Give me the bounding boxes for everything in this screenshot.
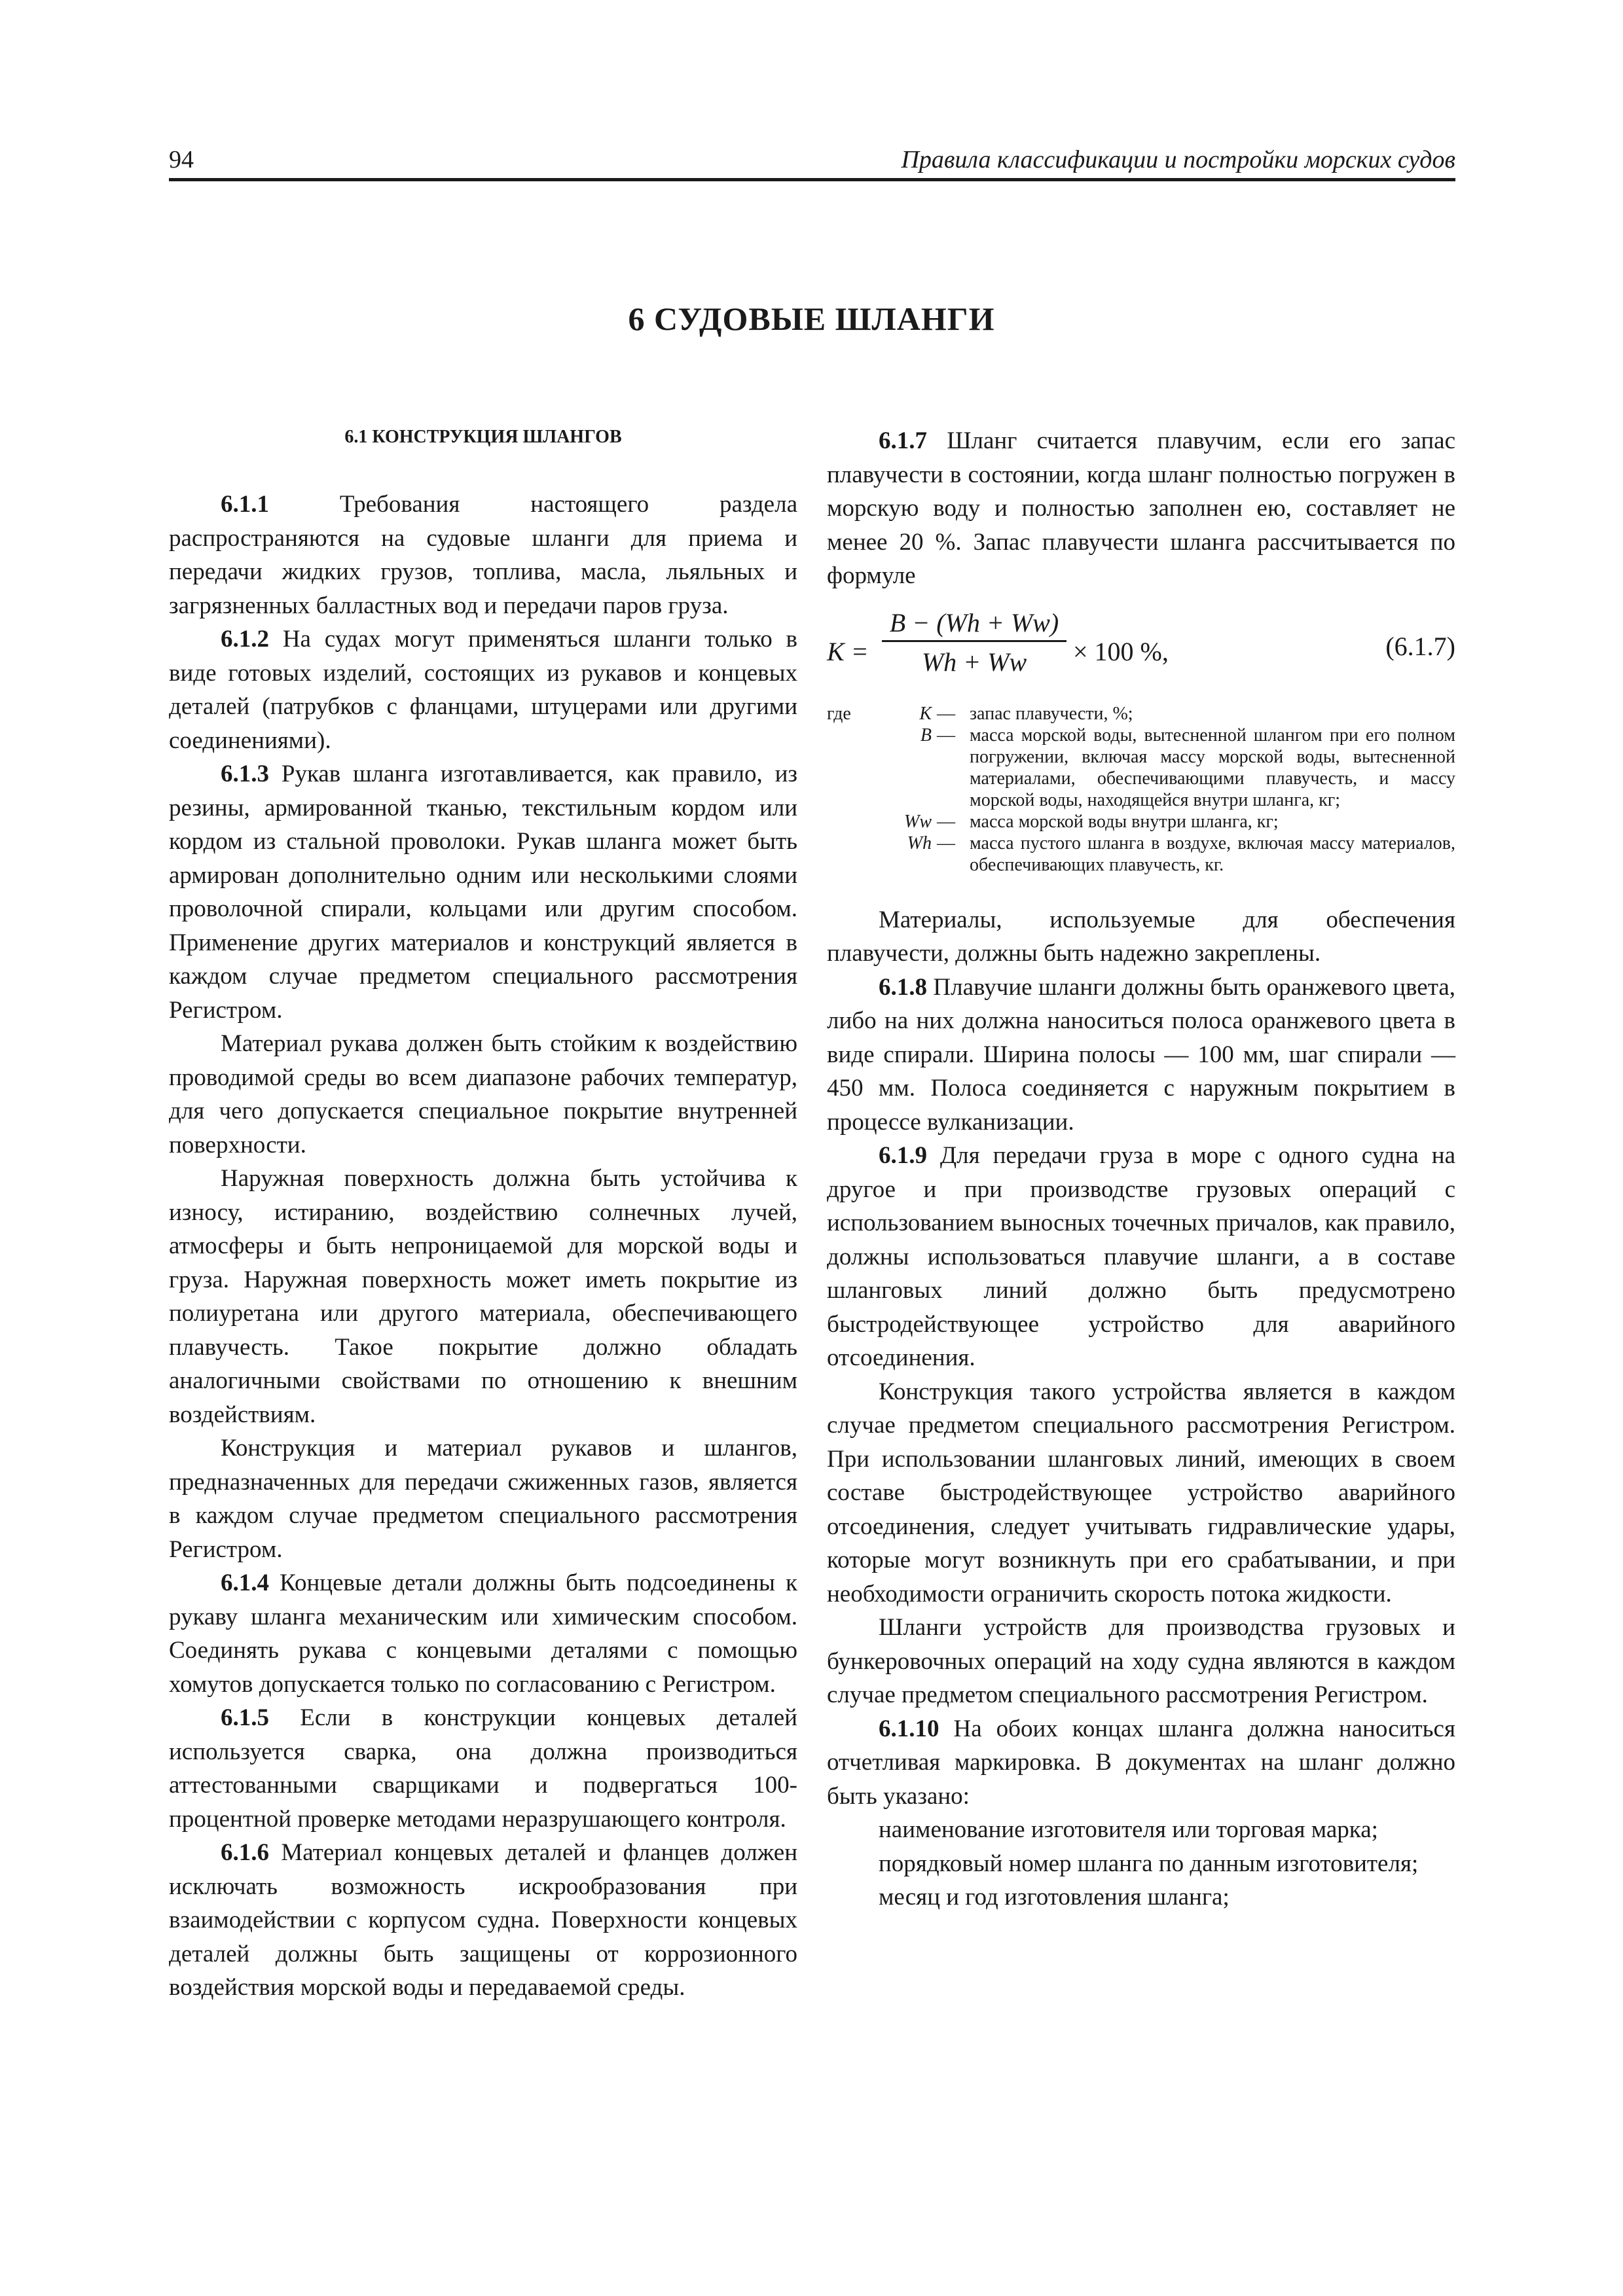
paragraph-number: 6.1.3 bbox=[221, 761, 269, 787]
formula-definitions bbox=[827, 703, 1455, 876]
paragraph-text: Рукав шланга изготавливается, как правило, из резины, армированной тканью, текстильным кордом или кордом из стальной проволоки. Рукав шланга может быть армирован дополнительно одним или несколькими слоями проволочной спирали, кольцами или другим способом. Применение других материалов и конструкций является в каждом случае предметом специального рассмотрения Регистром. bbox=[169, 761, 797, 1024]
paragraph-text: Материал концевых деталей и фланцев должен исключать возможность искрообразования при взаимодействии с корпусом судна. Поверхности концевых деталей должны быть защищены от коррозионного воздействия морской воды и передаваемой среды. bbox=[169, 1839, 797, 2001]
section-heading: 6.1 КОНСТРУКЦИЯ ШЛАНГОВ bbox=[344, 427, 622, 447]
chapter-title: 6 СУДОВЫЕ ШЛАНГИ bbox=[628, 300, 995, 337]
paragraph bbox=[827, 1712, 1455, 1814]
formula-numerator: B − (Wh + Ww) bbox=[889, 607, 1059, 637]
paragraph-text: Материалы, используемые для обеспечения плавучести, должны быть надежно закреплены. bbox=[827, 906, 1455, 967]
definition-row bbox=[827, 703, 1455, 725]
paragraph-number: 6.1.8 bbox=[879, 973, 927, 1001]
paragraph-number: 6.1.4 bbox=[221, 1570, 269, 1596]
right-column bbox=[827, 424, 1455, 1914]
definition-dash: — bbox=[937, 811, 955, 832]
paragraph bbox=[827, 1813, 1455, 1847]
definition-row bbox=[827, 725, 1455, 811]
paragraph bbox=[827, 903, 1455, 971]
definition-symbol: K bbox=[919, 703, 932, 724]
paragraph-number: 6.1.1 bbox=[221, 491, 269, 518]
definition-text: масса пустого шланга в воздухе, включая массу материалов, обеспечивающих плавучесть, кг. bbox=[970, 833, 1455, 875]
paragraph-6-1-7 bbox=[827, 424, 1455, 593]
fraction-bar bbox=[882, 640, 1067, 642]
definition-text: масса морской воды внутри шланга, кг; bbox=[970, 811, 1279, 832]
definition-where bbox=[827, 833, 873, 876]
paragraph-number: 6.1.2 bbox=[221, 626, 269, 653]
paragraph-text: На судах могут применяться шланги только в виде готовых изделий, состоящих из рукавов и концевых деталей (патрубков с фланцами, штуцерами или другими соединениями). bbox=[169, 626, 797, 754]
paragraph bbox=[169, 1162, 797, 1431]
paragraph-text: Конструкция такого устройства является в каждом случае предметом специального рассмотрения Регистром. При использовании шланговых линий, имеющих в своем составе быстродействующее устройство аварийного отсоединения, следует учитывать гидравлические удары, которые могут возникнуть при его срабатывании, и при необходимости ограничить скорость потока жидкости. bbox=[827, 1378, 1455, 1607]
paragraph bbox=[169, 1431, 797, 1566]
paragraph bbox=[827, 1880, 1455, 1914]
formula-lhs: K = bbox=[827, 636, 869, 666]
definition-dash: — bbox=[937, 833, 955, 853]
paragraph-text: Плавучие шланги должны быть оранжевого цвета, либо на них должна наноситься полоса оранжевого цвета в виде спирали. Ширина полосы — 100 мм, шаг спирали — 450 мм. Полоса соединяется с наружным покрытием в процессе вулканизации. bbox=[827, 973, 1455, 1136]
formula-denominator: Wh + Ww bbox=[921, 647, 1027, 677]
paragraph-text: Шланги устройств для производства грузовых и бункеровочных операций на ходу судна являются в каждом случае предметом специального рассмотрения Регистром. bbox=[827, 1614, 1455, 1708]
definition-text: масса морской воды, вытесненной шлангом при его полном погружении, включая массу морской воды, вытесненной материалами, обеспечивающими плавучесть, и массу морской воды, находящейся внутри шланга, кг; bbox=[970, 725, 1455, 810]
paragraph-number: 6.1.7 bbox=[879, 427, 927, 454]
paragraph bbox=[827, 1611, 1455, 1712]
header-rule bbox=[169, 178, 1455, 181]
right-paragraphs bbox=[827, 903, 1455, 1914]
left-column bbox=[169, 424, 797, 2005]
definition-where: где bbox=[827, 703, 851, 724]
definition-symbol: B bbox=[920, 725, 932, 745]
paragraph-text: Для передачи груза в море с одного судна на другое и при производстве грузовых операций с использованием выносных точечных причалов, как правило, должны использоваться плавучие шланги, а в составе шланговых линий должно быть предусмотрено быстродействующее устройство для аварийного отсоединения. bbox=[827, 1142, 1455, 1371]
paragraph bbox=[827, 1375, 1455, 1611]
paragraph-text: Материал рукава должен быть стойким к воздействию проводимой среды во всем диапазоне рабочих температур, для чего допускается специальное покрытие внутренней поверхности. bbox=[169, 1030, 797, 1158]
definition-row bbox=[827, 811, 1455, 833]
paragraph bbox=[169, 1027, 797, 1162]
definition-symbol: Ww bbox=[904, 811, 932, 832]
paragraph-text: Конструкция и материал рукавов и шлангов, предназначенных для передачи сжиженных газов, является в каждом случае предметом специального рассмотрения Регистром. bbox=[169, 1435, 797, 1563]
definition-dash: — bbox=[937, 703, 955, 724]
paragraph-text: Концевые детали должны быть подсоединены к рукаву шланга механическим или химическим способом. Соединять рукава с концевыми деталями с помощью хомутов допускается только по согласованию с Регистром. bbox=[169, 1570, 797, 1698]
paragraph bbox=[169, 488, 797, 622]
page-number: 94 bbox=[169, 146, 194, 173]
paragraph-text: наименование изготовителя или торговая марка; bbox=[879, 1816, 1378, 1843]
paragraph bbox=[827, 1139, 1455, 1375]
paragraph-number: 6.1.6 bbox=[221, 1839, 269, 1866]
paragraph-number: 6.1.10 bbox=[879, 1715, 939, 1742]
definition-where bbox=[827, 725, 873, 811]
paragraph bbox=[827, 971, 1455, 1139]
paragraph bbox=[169, 1701, 797, 1836]
paragraph-text: Наружная поверхность должна быть устойчива к износу, истиранию, воздействию солнечных лучей, атмосферы и быть непроницаемой для морской воды и груза. Наружная поверхность может иметь покрытие из полиуретана или другого материала, обеспечивающего плавучесть. Такое покрытие должно обладать аналогичными свойствами по отношению к внешним воздействиям. bbox=[169, 1165, 797, 1428]
running-header: Правила классификации и постройки морских судов bbox=[901, 146, 1455, 173]
paragraph bbox=[169, 1836, 797, 2005]
paragraph-text: Если в конструкции концевых деталей используется сварка, она должна производиться аттестованными сварщиками и подвергаться 100-процентной проверке методами неразрушающего контроля. bbox=[169, 1704, 797, 1833]
paragraph bbox=[169, 622, 797, 757]
paragraph-text: Требования настоящего раздела распространяются на судовые шланги для приема и передачи жидких грузов, топлива, масла, льяльных и загрязненных балластных вод и передачи паров груза. bbox=[169, 491, 797, 619]
definition-text: запас плавучести, %; bbox=[970, 703, 1133, 724]
formula-6-1-7 bbox=[827, 607, 1455, 695]
left-paragraphs bbox=[169, 488, 797, 2005]
paragraph bbox=[169, 757, 797, 1027]
paragraph-number: 6.1.9 bbox=[879, 1142, 927, 1169]
formula-reference: (6.1.7) bbox=[1385, 631, 1455, 661]
definition-where bbox=[827, 811, 873, 833]
definition-symbol: Wh bbox=[907, 833, 932, 853]
definition-dash: — bbox=[937, 725, 955, 745]
paragraph bbox=[827, 1847, 1455, 1881]
paragraph bbox=[169, 1566, 797, 1701]
paragraph-text: Шланг считается плавучим, если его запас плавучести в состоянии, когда шланг полностью погружен в морскую воду и полностью заполнен ею, составляет не менее 20 %. Запас плавучести шланга рассчитывается по формуле bbox=[827, 427, 1455, 589]
paragraph-text: месяц и год изготовления шланга; bbox=[879, 1884, 1230, 1910]
paragraph-number: 6.1.5 bbox=[221, 1704, 269, 1731]
paragraph-text: порядковый номер шланга по данным изготовителя; bbox=[879, 1850, 1419, 1877]
definition-row bbox=[827, 833, 1455, 876]
paragraph-text: На обоих концах шланга должна наноситься отчетливая маркировка. В документах на шланг должно быть указано: bbox=[827, 1715, 1455, 1810]
formula-multiplier: × 100 %, bbox=[1073, 636, 1169, 666]
